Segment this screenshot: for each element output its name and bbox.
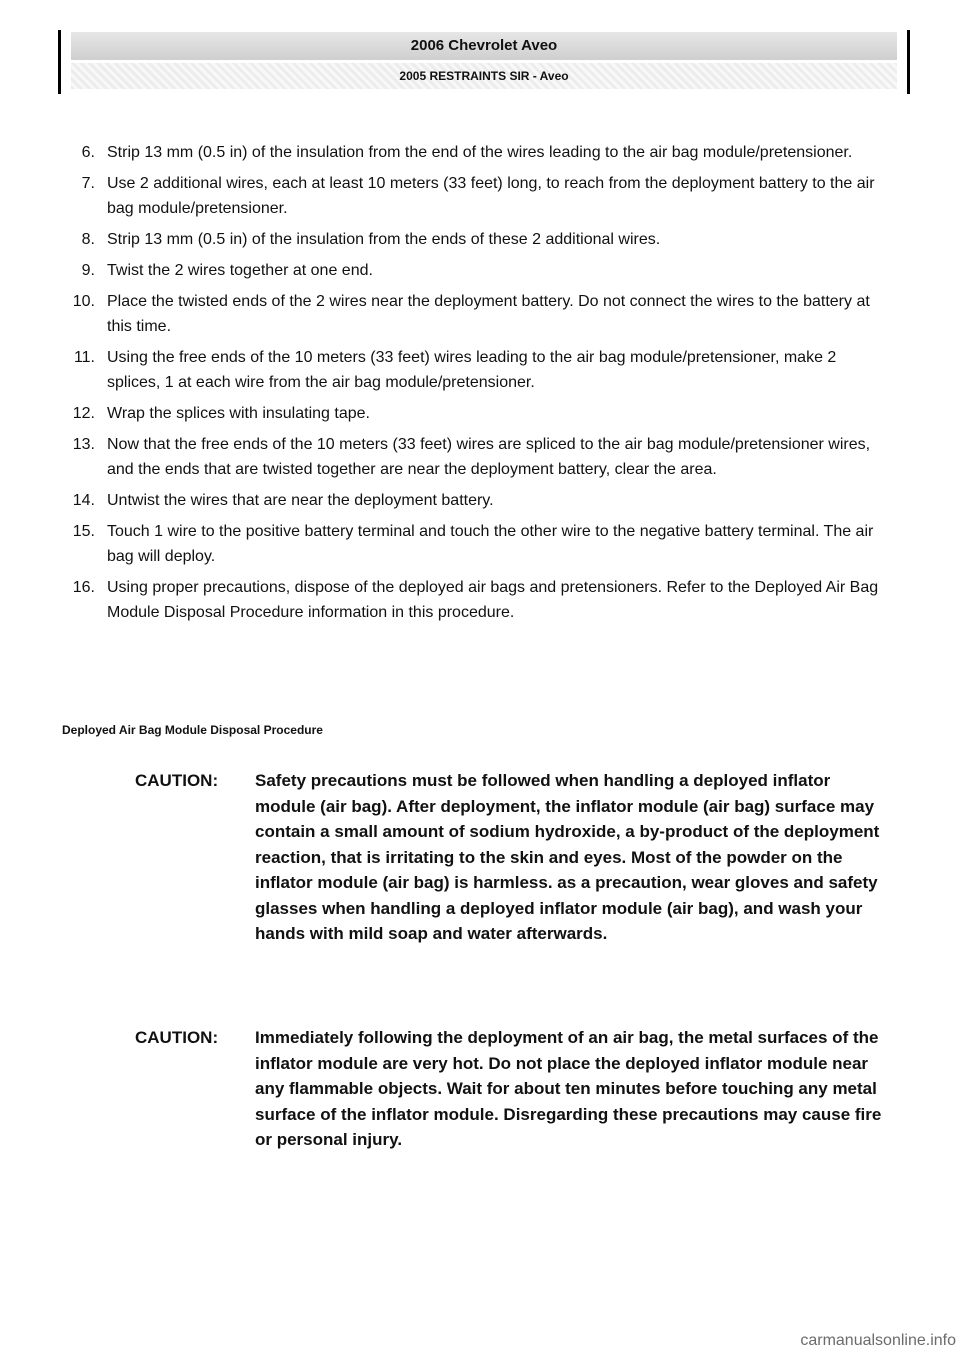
step-text: Using the free ends of the 10 meters (33 feet) wires leading to the air bag module/pretensioner, make 2 splices, 1 at each wire from the air bag module/pretensioner.	[107, 349, 837, 391]
step-number: 15.	[72, 523, 95, 540]
step-text: Using proper precautions, dispose of the deployed air bags and pretensioners. Refer to the Deployed Air Bag Module Disposal Procedure information in this procedure.	[107, 579, 879, 621]
step-item	[0, 171, 900, 221]
step-text: Place the twisted ends of the 2 wires near the deployment battery. Do not connect the wires to the battery at this time.	[107, 293, 870, 335]
step-item	[0, 289, 900, 339]
step-text: Use 2 additional wires, each at least 10 meters (33 feet) long, to reach from the deployment battery to the air bag module/pretensioner.	[107, 175, 875, 217]
document-subtitle: 2005 RESTRAINTS SIR - Aveo	[71, 63, 897, 89]
section-heading: Deployed Air Bag Module Disposal Procedure	[62, 723, 323, 737]
step-number: 14.	[72, 492, 95, 509]
step-item	[0, 488, 900, 513]
step-item	[0, 345, 900, 395]
step-number: 16.	[72, 579, 95, 596]
step-item	[0, 432, 900, 482]
step-number: 11.	[73, 349, 95, 366]
step-number: 12.	[72, 405, 95, 422]
document-header	[58, 30, 910, 94]
step-number: 10.	[72, 293, 95, 310]
step-item	[0, 140, 900, 165]
step-text: Wrap the splices with insulating tape.	[107, 405, 370, 422]
step-text: Strip 13 mm (0.5 in) of the insulation from the end of the wires leading to the air bag module/pretensioner.	[107, 144, 853, 161]
step-item	[0, 258, 900, 283]
caution-block	[135, 1025, 895, 1153]
caution-text: Immediately following the deployment of an air bag, the metal surfaces of the inflator module are very hot. Do not place the deployed inflator module near any flammable objects. Wait for about ten minutes before touching any metal surface of the inflator module. Disregarding these precautions may cause fire or personal injury.	[255, 1028, 882, 1149]
caution-label: CAUTION:	[135, 1028, 219, 1047]
step-item	[0, 401, 900, 426]
step-number: 9.	[81, 262, 95, 279]
step-item	[0, 575, 900, 625]
document-title: 2006 Chevrolet Aveo	[71, 32, 897, 60]
watermark: carmanualsonline.info	[800, 1332, 956, 1349]
step-number: 7.	[81, 175, 95, 192]
step-text: Untwist the wires that are near the deployment battery.	[107, 492, 494, 509]
step-text: Touch 1 wire to the positive battery terminal and touch the other wire to the negative battery terminal. The air bag will deploy.	[107, 523, 874, 565]
step-text: Twist the 2 wires together at one end.	[107, 262, 373, 279]
step-number: 8.	[81, 231, 95, 248]
step-text: Strip 13 mm (0.5 in) of the insulation from the ends of these 2 additional wires.	[107, 231, 661, 248]
caution-text: Safety precautions must be followed when handling a deployed inflator module (air bag). After deployment, the inflator module (air bag) surface may contain a small amount of sodium hydroxide, a by-product of the deployment reaction, that is irritating to the skin and eyes. Most of the powder on the inflator module (air bag) is harmless. as a precaution, wear gloves and safety glasses when handling a deployed inflator module (air bag), and wash your hands with mild soap and water afterwards.	[255, 771, 880, 943]
step-item	[0, 227, 900, 252]
step-number: 13.	[72, 436, 95, 453]
caution-label: CAUTION:	[135, 771, 219, 790]
step-number: 6.	[81, 144, 95, 161]
step-text: Now that the free ends of the 10 meters (33 feet) wires are spliced to the air bag module/pretensioner wires, and the ends that are twisted together are near the deployment battery, clear the area.	[107, 436, 871, 478]
step-item	[0, 519, 900, 569]
caution-block	[135, 768, 895, 947]
procedure-steps	[0, 140, 900, 631]
